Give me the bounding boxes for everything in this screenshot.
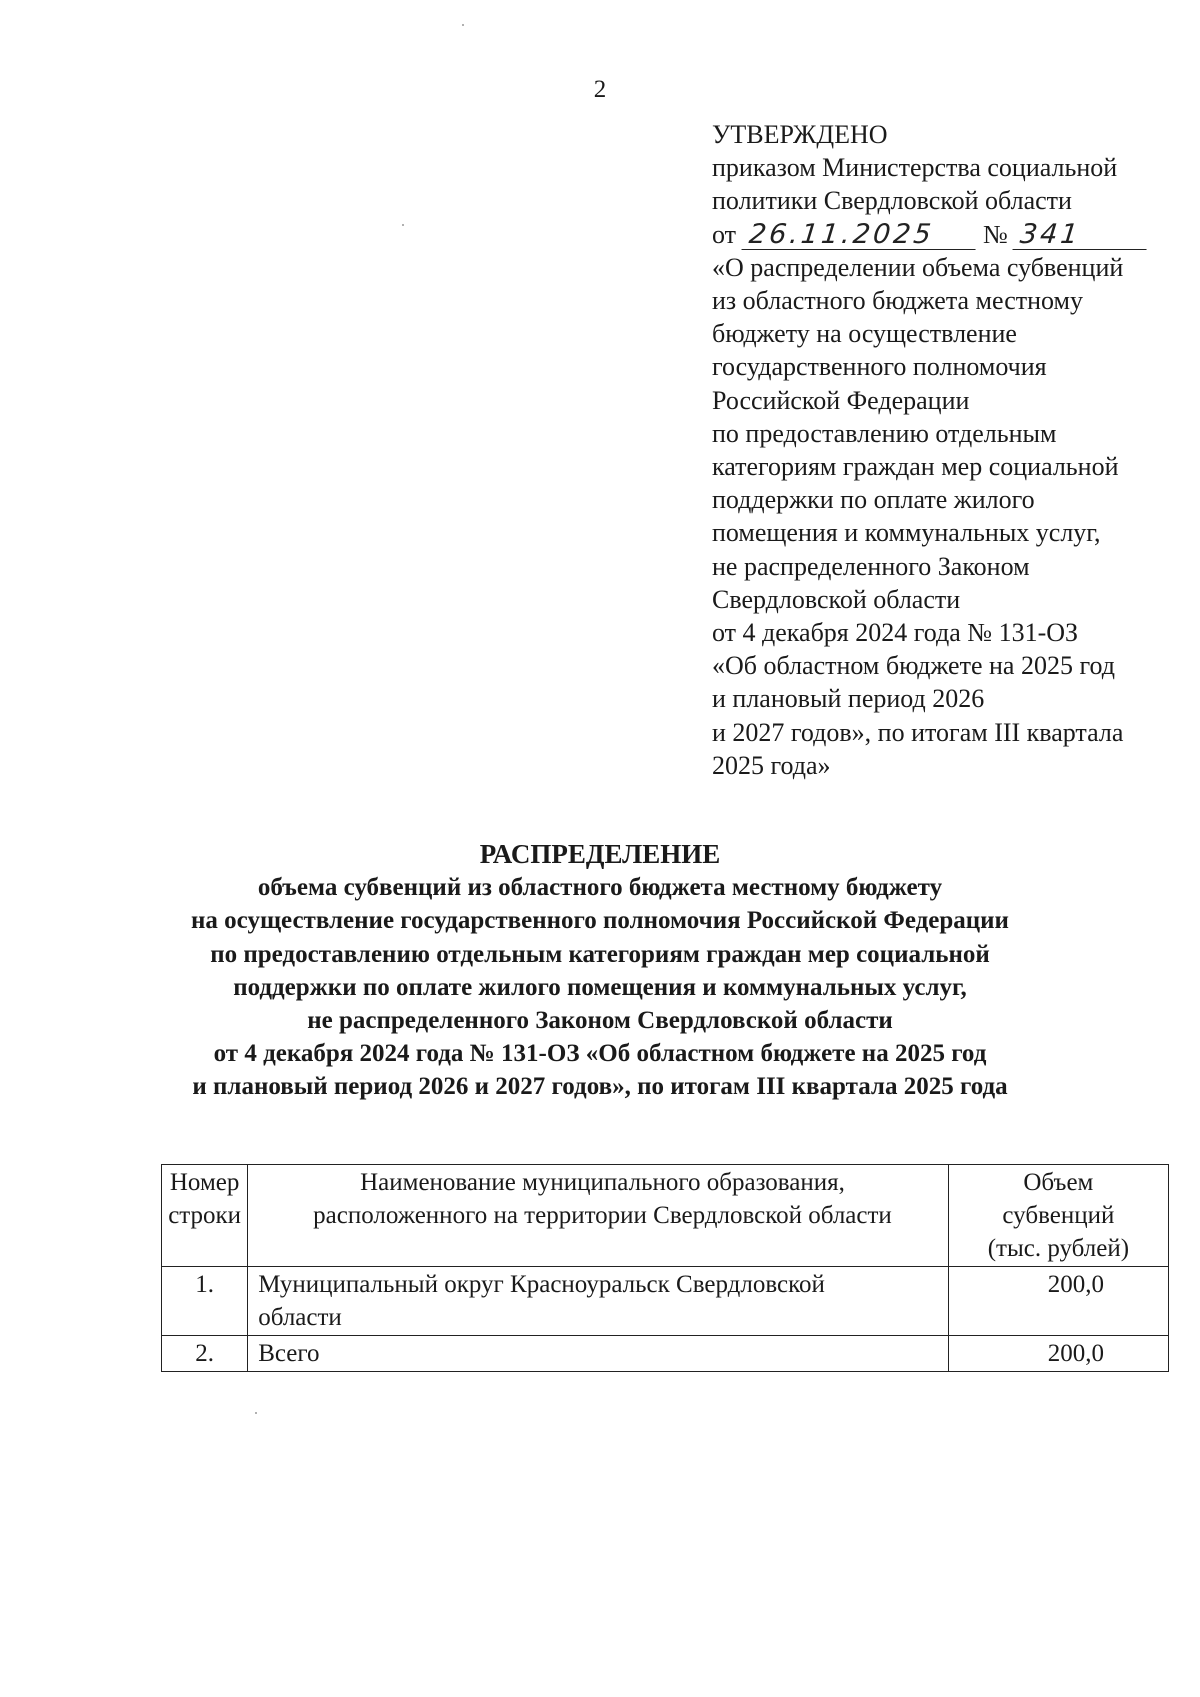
handwritten-number: 341 [1013,221,1150,250]
order-subject-line: «Об областном бюджете на 2025 год [712,651,1115,681]
order-line-2: политики Свердловской области [712,186,1072,216]
title-heading: РАСПРЕДЕЛЕНИЕ [479,839,721,869]
amount-cell: 200,0 [948,1267,1168,1336]
row-number-cell: 1. [162,1267,248,1336]
table-row [162,1336,1169,1372]
order-subject-line: по предоставлению отдельным [712,418,1057,448]
title-subtitle-line: от 4 декабря 2024 года № 131-ОЗ «Об областном бюджете на 2025 год [213,1040,987,1068]
header-subvention-amount: Объем субвенций (тыс. рублей) [948,1165,1168,1267]
order-subject-line: не распределенного Законом [712,551,1030,581]
title-subtitle-line: на осуществление государственного полномочия Российской Федерации [191,907,1009,935]
total-label-cell: Всего [248,1336,949,1372]
order-subject-line: и плановый период 2026 [712,684,985,714]
order-subject-line: из областного бюджета местному [712,286,1083,316]
title-subtitle [0,871,1200,1103]
title-subtitle-line: по предоставлению отдельным категориям граждан мер социальной [210,940,990,968]
table-header-row [162,1165,1169,1267]
order-subject-line: 2025 года» [712,750,831,780]
title-subtitle-line: не распределенного Законом Свердловской области [307,1007,893,1035]
order-date-number-line [712,218,1182,251]
order-line-1: приказом Министерства социальной [712,153,1118,183]
order-subject-line: Свердловской области [712,584,961,614]
number-label: № [983,219,1008,249]
from-label: от [712,219,737,249]
order-subject-line: от 4 декабря 2024 года № 131-ОЗ [712,618,1079,648]
table-row [162,1267,1169,1336]
title-subtitle-line: объема субвенций из областного бюджета местному бюджету [257,874,943,902]
header-municipality-name: Наименование муниципального образования, расположенного на территории Свердловской области [248,1165,949,1267]
scan-speck [255,1412,257,1414]
order-subject-line: категориям граждан мер социальной [712,452,1119,482]
scan-speck [462,24,464,26]
header-row-number: Номер строки [162,1165,248,1267]
order-subject-line: и 2027 годов», по итогам III квартала [712,717,1124,747]
document-title [0,838,1200,1104]
order-subject [712,251,1182,782]
total-amount-cell: 200,0 [948,1336,1168,1372]
order-subject-line: государственного полномочия [712,352,1047,382]
order-subject-line: помещения и коммунальных услуг, [712,518,1101,548]
municipality-name-cell: Муниципальный округ Красноуральск Свердловской области [248,1267,949,1336]
order-subject-line: бюджету на осуществление [712,319,1017,349]
page-number: 2 [593,76,607,103]
order-subject-line: Российской Федерации [712,385,970,415]
handwritten-date: 26.11.2025 [741,221,978,250]
scan-speck [402,224,404,226]
approval-stamp-block [712,118,1182,782]
order-subject-line: поддержки по оплате жилого [712,485,1035,515]
title-subtitle-line: и плановый период 2026 и 2027 годов», по итогам III квартала 2025 года [192,1073,1008,1101]
distribution-table [161,1164,1169,1372]
row-number-cell: 2. [162,1336,248,1372]
order-subject-line: «О распределении объема субвенций [712,252,1124,282]
approved-label: УТВЕРЖДЕНО [712,120,888,149]
title-subtitle-line: поддержки по оплате жилого помещения и коммунальных услуг, [233,973,967,1001]
